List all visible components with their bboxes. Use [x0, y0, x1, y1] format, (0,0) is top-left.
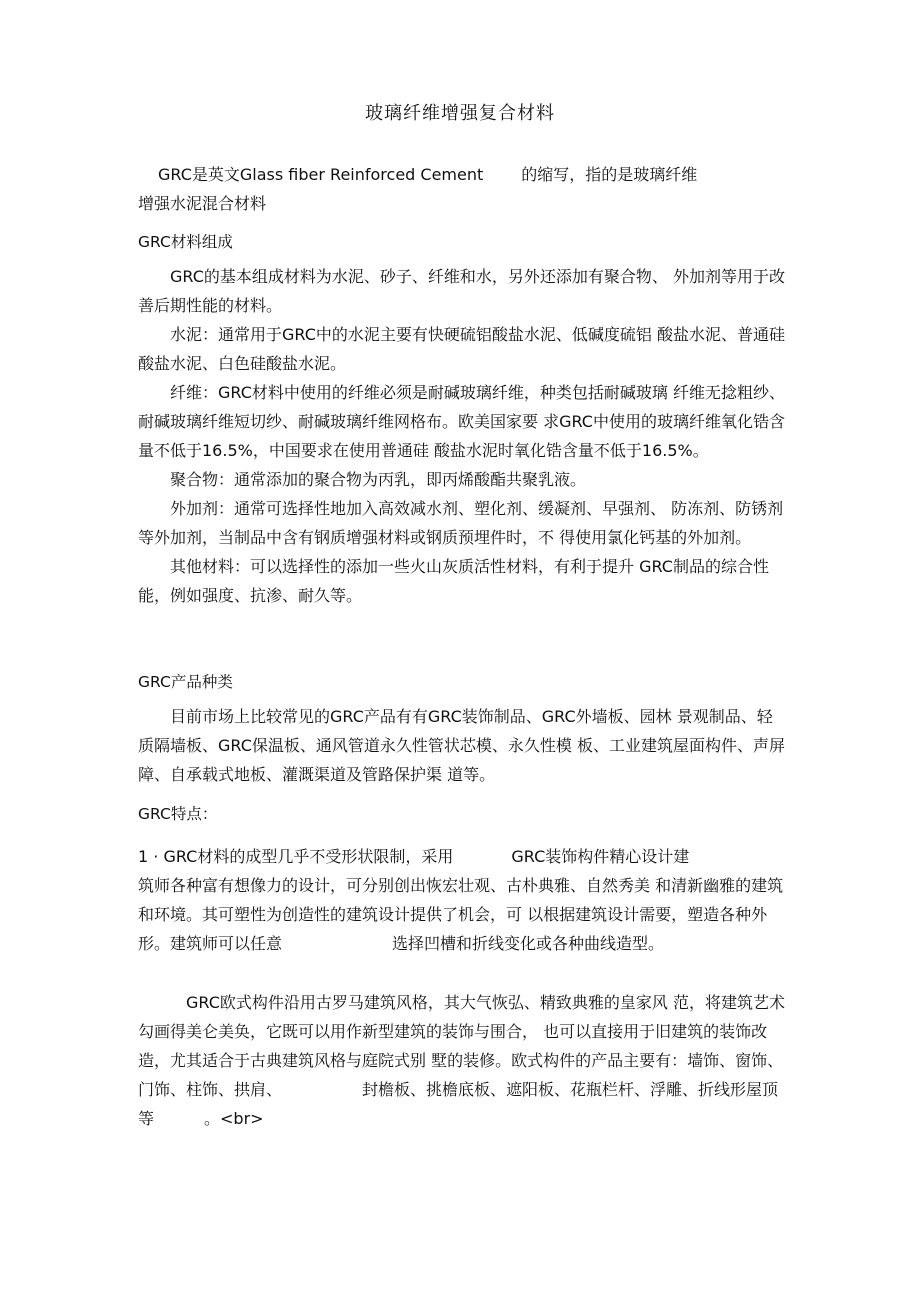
section-heading-composition: GRC材料组成 — [138, 233, 233, 251]
section-heading-products: GRC产品种类 — [138, 673, 233, 691]
feature-item-1-text-d: 选择凹槽和折线变化或各种曲线造型。 — [392, 934, 665, 953]
european-text-c: 。<br> — [204, 1109, 264, 1128]
feature-item-1-text-c: 筑师各种富有想像力的设计，可分别创出恢宏壮观、古朴典雅、自然秀美 和清新幽雅的建筑和环境。其可塑性为创造性的建筑设计提供了机会，可 以根据建筑设计需要，塑造各种外形。建筑师可以任意 — [138, 876, 784, 953]
section-heading-features: GRC特点： — [138, 805, 218, 823]
paragraph-european-components — [138, 988, 788, 1133]
paragraph-cement: 水泥：通常用于GRC中的水泥主要有快硬硫铝酸盐水泥、低碱度硫铝 酸盐水泥、普通硅酸盐水泥、白色硅酸盐水泥。 — [138, 325, 785, 373]
feature-item-1-text-a: 1 · GRC材料的成型几乎不受形状限制，采用 — [138, 847, 454, 866]
paragraph-basic-materials: GRC的基本组成材料为水泥、砂子、纤维和水，另外还添加有聚合物、 外加剂等用于改善后期性能的材料。 — [138, 267, 785, 315]
section-composition-body — [138, 262, 788, 610]
paragraph-other-materials: 其他材料：可以选择性的添加一些火山灰质活性材料，有利于提升 GRC制品的综合性能，例如强度、抗渗、耐久等。 — [138, 557, 769, 605]
paragraph-polymer: 聚合物：通常添加的聚合物为丙乳，即丙烯酸酯共聚乳液。 — [170, 470, 587, 489]
section-products-body — [138, 702, 788, 789]
intro-paragraph — [138, 160, 788, 218]
document-title: 玻璃纤维增强复合材料 — [365, 103, 555, 124]
european-text-b: 封檐板、挑檐底板、遮阳板、花瓶栏杆、浮雕、折线形屋顶等 — [138, 1080, 779, 1128]
european-text-a: GRC欧式构件沿用古罗马建筑风格，其大气恢弘、精致典雅的皇家风 范，将建筑艺术勾画得美仑美奂，它既可以用作新型建筑的装饰与围合， 也可以直接用于旧建筑的装饰改造，尤其适合于古典建筑风格与庭院式别 墅的装修。欧式构件的产品主要有：墙饰、窗饰、门饰、柱饰、拱肩、 — [138, 993, 785, 1099]
intro-text-a: GRC是英文Glass fiber Reinforced Cement — [158, 165, 484, 184]
intro-text-b: 的缩写，指的是玻璃纤维 — [521, 165, 698, 184]
paragraph-fiber: 纤维：GRC材料中使用的纤维必须是耐碱玻璃纤维，种类包括耐碱玻璃 纤维无捻粗纱、耐碱玻璃纤维短切纱、耐碱玻璃纤维网格布。欧美国家要 求GRC中使用的玻璃纤维氧化锆含量不低于16.5%，中国要求在使用普通硅 酸盐水泥时氧化锆含量不低于16.5%。 — [138, 383, 785, 460]
paragraph-admixture: 外加剂：通常可选择性地加入高效减水剂、塑化剂、缓凝剂、早强剂、 防冻剂、防锈剂等外加剂，当制品中含有钢质增强材料或钢质预埋件时，不 得使用氯化钙基的外加剂。 — [138, 499, 784, 547]
feature-item-1 — [138, 842, 788, 958]
paragraph-product-types: 目前市场上比较常见的GRC产品有有GRC装饰制品、GRC外墙板、园林 景观制品、轻质隔墙板、GRC保温板、通风管道永久性管状芯模、永久性模 板、工业建筑屋面构件、声屏障、自承载式地板、灌溉渠道及管路保护渠 道等。 — [138, 707, 785, 784]
feature-item-1-text-b: GRC装饰构件精心设计建 — [511, 847, 690, 866]
intro-text-c: 增强水泥混合材料 — [138, 194, 267, 213]
